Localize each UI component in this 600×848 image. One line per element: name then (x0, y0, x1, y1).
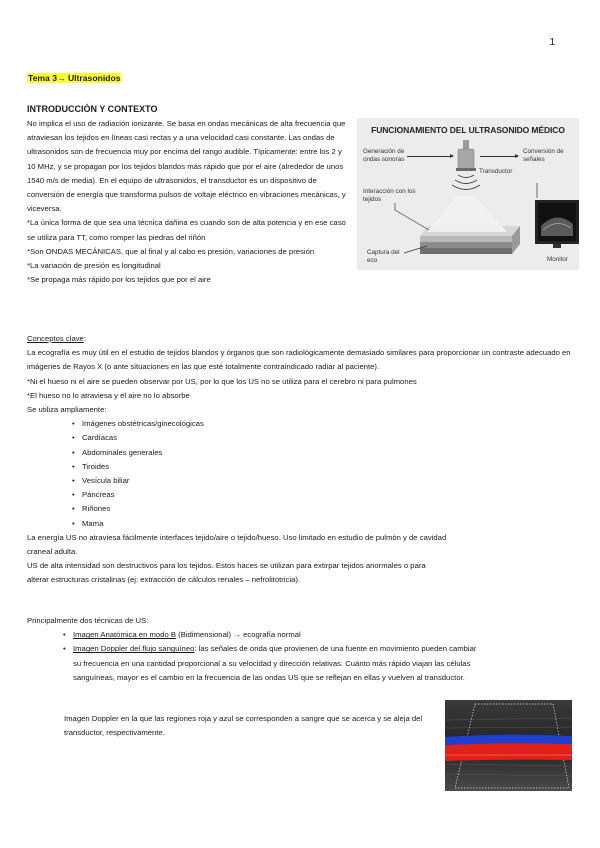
technique-description: : las señales de onda que provienen de una fuente en movimiento pueden cambiar su frecuencia en una cantidad proporcional a su velocidad y dirección relativas. Cuánto más rápido viajan las células sanguíneas, mayor es el cambio en la frecuencia de las ondas US que se reflejan en ellas y vuelven al transductor. (73, 644, 477, 682)
page-number: 1 (549, 37, 555, 48)
technique-description: (Bidimensional) → ecografía normal (176, 630, 301, 640)
key-concepts-section (27, 332, 582, 588)
uses-intro: Se utiliza ampliamente: (27, 405, 107, 415)
technique-name: Imagen Anatómica en modo B (73, 630, 176, 640)
label-transducer: Transductor (479, 168, 513, 175)
label-conversion: Conversión de señales (523, 148, 564, 163)
list-item: • Cardíacas (72, 431, 582, 445)
key-concepts-heading (27, 332, 582, 346)
monitor-icon (535, 200, 579, 248)
list-item: • Vesícula biliar (72, 474, 582, 488)
list-item (63, 628, 582, 642)
doppler-illustration (445, 700, 572, 791)
concepts-note: *Ni el hueso ni el aire se pueden observar por US, por lo que los US no se utiliza para el cerebro ni para pulmones (27, 376, 417, 386)
list-item: • Riñones (72, 502, 582, 516)
key-concepts-heading-text: Conceptos clave (27, 334, 84, 343)
concepts-paragraph: La energía US no atraviesa fácilmente interfaces tejido/aire o tejido/hueso. Uso limitado en estudio de pulmón y de cavidad craneal adulta. (27, 532, 447, 557)
concepts-note: *El hueso no lo atraviesa y el aire no lo absorbe (27, 390, 190, 400)
concepts-paragraph: La ecografía es muy útil en el estudio de tejidos blandos y órganos que son radiológicamente demasiado similares para proporcionar un contraste adecuado en imágenes de Rayos X (o ante situaciones en las que esté totalmente contraindicado radiar al paciente). (27, 348, 571, 372)
list-item: • Páncreas (72, 488, 582, 502)
intro-heading: INTRODUCCIÓN Y CONTEXTO (27, 104, 158, 114)
technique-name: Imagen Doppler del flujo sanguíneo (73, 644, 195, 654)
sound-waves-icon (452, 175, 480, 190)
label-capture: Captura del eco (367, 249, 400, 264)
list-item: • Tiroides (72, 460, 582, 474)
doppler-caption: Imagen Doppler en la que las regiones roja y azul se corresponden a sangre que se acerca y se aleja del transductor, respectivamente. (64, 714, 423, 738)
techniques-section (27, 614, 582, 685)
intro-note: *La única forma de que sea una técnica dañina es cuando son de alta potencia y en ese caso se utiliza para TT, como romper las piedras del riñón (27, 218, 346, 242)
intro-note: *Se propaga más rápido por los tejidos que por el aire (27, 275, 211, 285)
techniques-list (27, 628, 582, 685)
list-item: • Abdominales generales (72, 446, 582, 460)
diagram-title: FUNCIONAMIENTO DEL ULTRASONIDO MÉDICO (371, 125, 565, 135)
intro-section (27, 117, 349, 287)
arrow-conversion (480, 156, 518, 157)
list-item: • Imágenes obstétricas/ginecológicas (72, 417, 582, 431)
list-item: • Mama (72, 517, 582, 531)
ultrasound-diagram (357, 118, 579, 270)
arrow-generation (407, 156, 453, 157)
label-interaction: Interacción con los tejidos (363, 188, 416, 203)
blood-flow-toward (445, 743, 572, 761)
key-concepts-heading-suffix: : (83, 334, 86, 343)
doppler-image (445, 700, 572, 791)
label-generation: Generación de ondas sonoras (363, 148, 405, 163)
list-item (63, 642, 483, 685)
transducer-icon (456, 140, 476, 171)
ultrasound-beam-icon (427, 196, 507, 232)
concepts-paragraph: US de alta intensidad son destructivos para los tejidos. Estos haces se utilizan para extirpar tejidos anormales o para alterar estructuras cristalinas (ej: extracción de cálculos renales – nefrolitotricia). (27, 561, 426, 585)
intro-note: *La variación de presión es longitudinal (27, 261, 161, 271)
intro-note: *Son ONDAS MECÁNICAS, que al final y al cabo es presión, variaciones de presión (27, 246, 315, 256)
label-monitor: Monitor (547, 256, 568, 263)
uses-list (27, 417, 582, 531)
intro-paragraph: No implica el uso de radiación ionizante. Se basa en ondas mecánicas de alta frecuencia que atraviesan los tejidos en líneas casi rectas y a una velocidad casi constante. Las ondas de ultrasonidos son de frecuencia muy por encima del rango audible. Típicamente: entre los 2 y 10 MHz, y se propagan por los tejidos blandos más rápido que por el aire (alrededor de unos 1540 m/s de media). En el equipo de ultrasonidos, el transductor es un dispositivo de conversión de energía que transforma pulsos de voltaje eléctrico en vibraciones mecánicas, y viceversa. (27, 119, 346, 214)
techniques-intro: Principalmente dos técnicas de US: (27, 616, 149, 625)
document-title: Tema 3→ Ultrasonidos (28, 73, 121, 83)
